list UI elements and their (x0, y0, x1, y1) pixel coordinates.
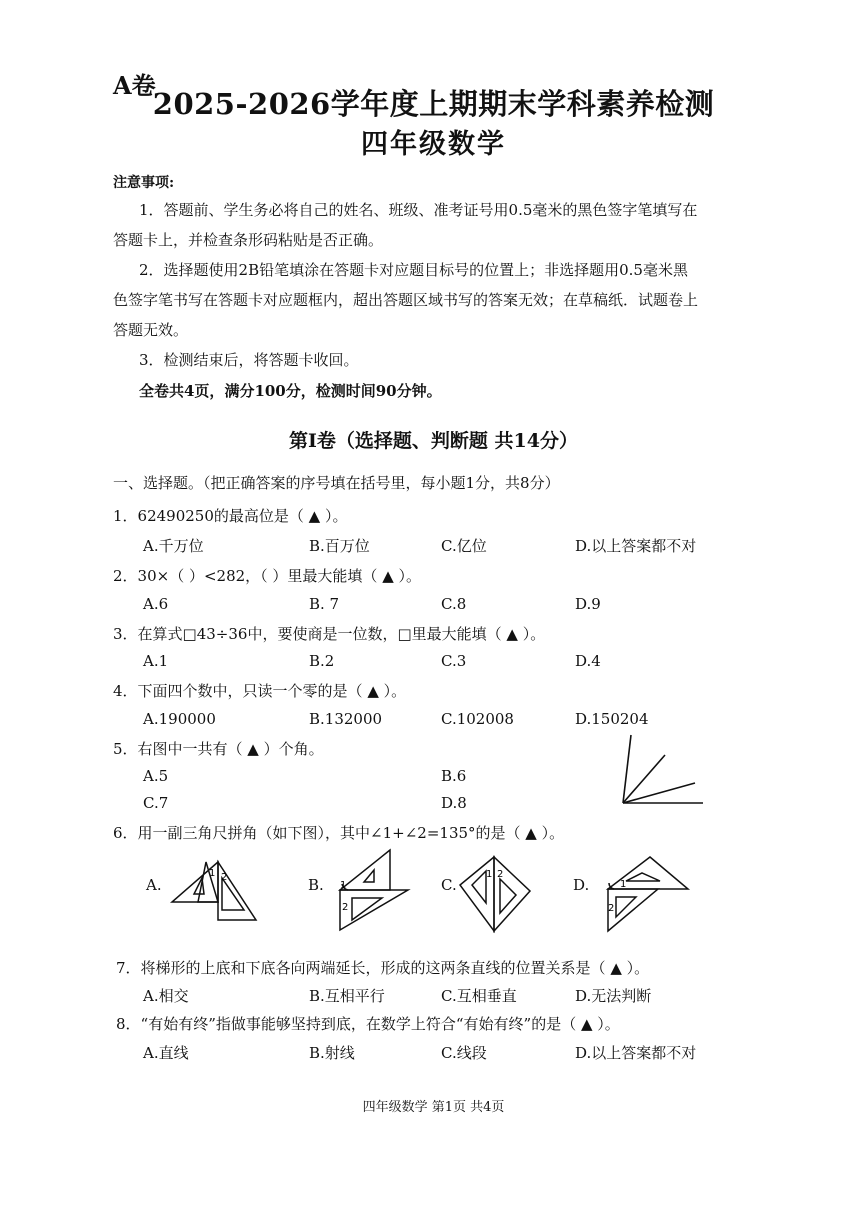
q3-option-c: C.3 (441, 652, 467, 670)
notes-summary: 全卷共4页，满分100分，检测时间90分钟。 (139, 382, 442, 400)
set-square-figure-b (330, 848, 415, 933)
q2-option-d: D.9 (575, 595, 601, 613)
notes-heading: 注意事项: (113, 175, 175, 191)
note-2-line-3: 答题无效。 (113, 321, 189, 339)
q4-option-a: A.190000 (143, 710, 216, 728)
note-2-line-1: 2．选择题使用2B铅笔填涂在答题卡对应题目标号的位置上；非选择题用0.5毫米黑 (139, 261, 688, 279)
q7-option-a: A.相交 (143, 987, 189, 1005)
question-8: 8．“有始有终”指做事能够坚持到底，在数学上符合“有始有终”的是（ ▲ ）。 (116, 1015, 620, 1033)
q1-option-a: A.千万位 (143, 537, 204, 555)
page-title: 2025-2026学年度上期期末学科素养检测 (152, 87, 715, 121)
set-square-figure-d (600, 855, 695, 935)
question-7: 7．将梯形的上底和下底各向两端延长，形成的这两条直线的位置关系是（ ▲ ）。 (116, 959, 650, 977)
angle-1-label: 1 (620, 879, 627, 890)
note-1-line-2: 答题卡上，并检查条形码粘贴是否正确。 (113, 231, 384, 249)
angle-2-label: 2 (221, 872, 228, 883)
angle-1-label: 1 (486, 869, 493, 880)
q4-option-c: C.102008 (441, 710, 514, 728)
q8-option-c: C.线段 (441, 1044, 487, 1062)
q2-option-b: B. 7 (309, 595, 340, 613)
q6-option-a: A. (146, 876, 162, 894)
section-title: 第Ⅰ卷（选择题、判断题 共14分） (289, 430, 578, 452)
question-2: 2．30×（ ）<282，（ ）里最大能填（ ▲ ）。 (113, 567, 422, 585)
angle-rays-figure (615, 733, 705, 808)
q3-option-d: D.4 (575, 652, 601, 670)
q1-option-d: D.以上答案都不对 (575, 537, 697, 555)
q3-option-b: B.2 (309, 652, 335, 670)
q7-option-c: C.互相垂直 (441, 987, 517, 1005)
q1-option-c: C.亿位 (441, 537, 487, 555)
page-footer: 四年级数学 第1页 共4页 (362, 1100, 505, 1115)
part-heading: 一、选择题。（把正确答案的序号填在括号里，每小题1分，共8分） (113, 474, 560, 492)
set-square-figure-c (458, 855, 538, 935)
q1-option-b: B.百万位 (309, 537, 370, 555)
q7-option-b: B.互相平行 (309, 987, 385, 1005)
q5-option-a: A.5 (143, 767, 169, 785)
volume-tag: A卷 (113, 71, 156, 100)
q2-option-c: C.8 (441, 595, 467, 613)
note-3: 3．检测结束后，将答题卡收回。 (139, 351, 359, 369)
q3-option-a: A.1 (143, 652, 169, 670)
q7-option-d: D.无法判断 (575, 987, 652, 1005)
question-4: 4．下面四个数中，只读一个零的是（ ▲ ）。 (113, 682, 407, 700)
q5-option-d: D.8 (441, 794, 467, 812)
q4-option-b: B.132000 (309, 710, 383, 728)
q8-option-d: D.以上答案都不对 (575, 1044, 697, 1062)
angle-2-label: 2 (497, 869, 504, 880)
q5-option-b: B.6 (441, 767, 467, 785)
set-square-figure-a (170, 860, 260, 925)
question-1: 1．62490250的最高位是（ ▲ ）。 (113, 507, 348, 525)
q6-option-b: B. (308, 876, 324, 894)
q5-option-c: C.7 (143, 794, 169, 812)
angle-1-label: 1 (340, 880, 347, 891)
q8-option-b: B.射线 (309, 1044, 355, 1062)
note-1-line-1: 1．答题前、学生务必将自己的姓名、班级、准考证号用0.5毫米的黑色签字笔填写在 (139, 201, 698, 219)
note-2-line-2: 色签字笔书写在答题卡对应题框内，超出答题区域书写的答案无效；在草稿纸．试题卷上 (113, 291, 699, 309)
q6-option-c: C. (441, 876, 457, 894)
angle-1-label: 1 (209, 868, 216, 879)
angle-2-label: 2 (608, 903, 615, 914)
q8-option-a: A.直线 (143, 1044, 189, 1062)
q2-option-a: A.6 (143, 595, 169, 613)
angle-2-label: 2 (342, 902, 349, 913)
q6-option-d: D. (573, 876, 590, 894)
question-6: 6．用一副三角尺拼角（如下图），其中∠1+∠2=135°的是（ ▲ ）。 (113, 824, 565, 842)
question-5: 5．右图中一共有（ ▲ ）个角。 (113, 740, 324, 758)
question-3: 3．在算式□43÷36中，要使商是一位数，□里最大能填（ ▲ ）。 (113, 625, 546, 643)
page-subtitle: 四年级数学 (361, 129, 506, 160)
q4-option-d: D.150204 (575, 710, 649, 728)
